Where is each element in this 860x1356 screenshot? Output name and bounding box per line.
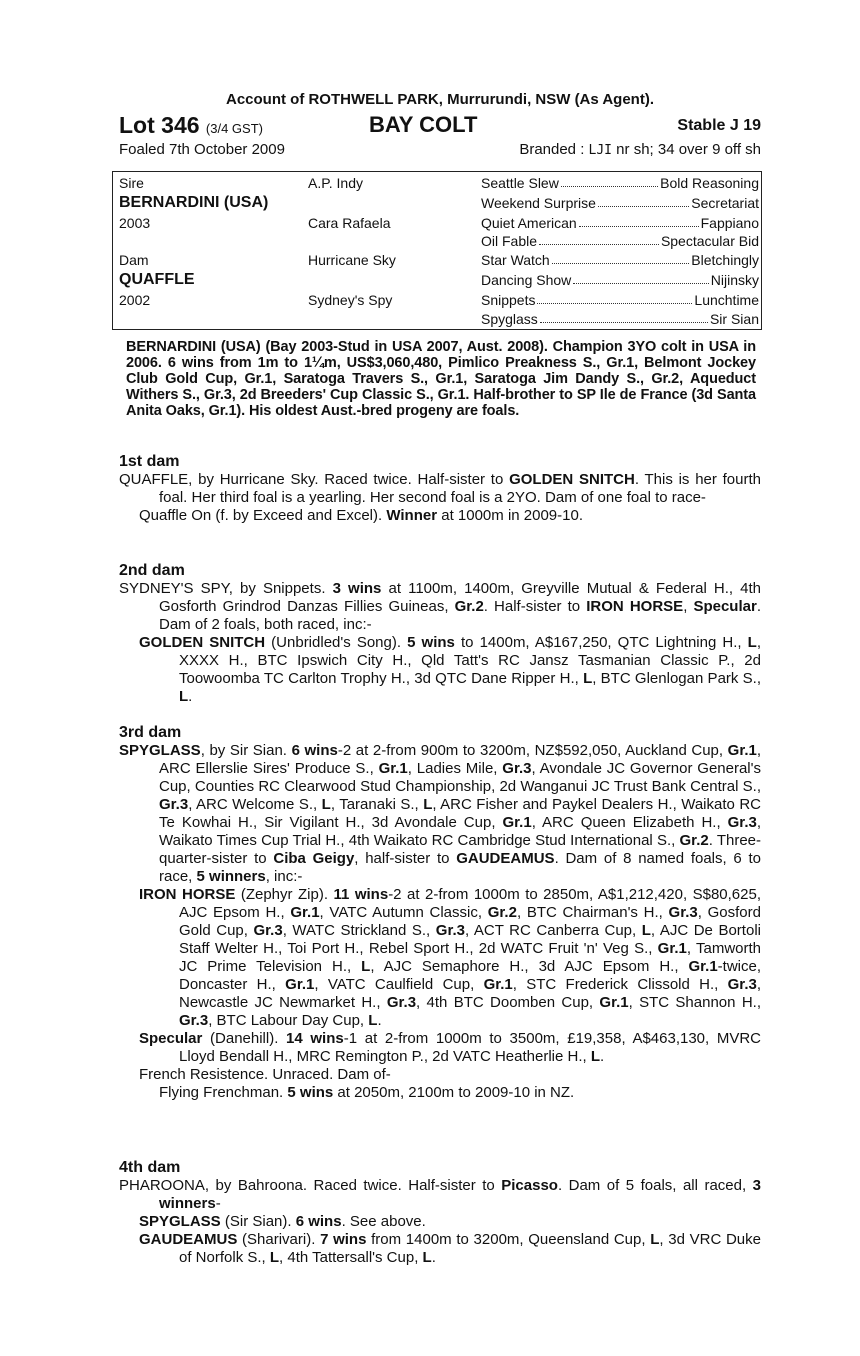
pedigree-g3-row [481, 195, 759, 211]
pedigree-g3-row [481, 272, 759, 288]
dam-paragraph: SYDNEY'S SPY, by Snippets. 3 wins at 1100m, 1400m, Greyville Mutual & Federal H., 4th Gosforth Grindrod Danzas Fillies Guineas, Gr.2. Half-sister to IRON HORSE, Specular. Dam of 2 foals, both raced, inc:- [119, 580, 762, 633]
progeny-entry: GOLDEN SNITCH (Unbridled's Song). 5 wins to 1400m, A$167,250, QTC Lightning H., L, XXXX H., BTC Ipswich City H., Qld Tatt's RC Jansz Tasmanian Classic P., 2d Toowoomba TC Carlton Trophy H., 3d QTC Dane Ripper H., L, BTC Glenlogan Park S., L. [139, 634, 761, 705]
dam-paragraph: QUAFFLE, by Hurricane Sky. Raced twice. Half-sister to GOLDEN SNITCH. This is her fourth foal. Her third foal is a yearling. Her second foal is a 2YO. Dam of one foal to race- [119, 471, 761, 506]
g3-right: Bold Reasoning [660, 175, 759, 191]
fourth-dam-section [119, 1159, 761, 1267]
pedigree-g3-row [481, 233, 759, 249]
g3-left: Spyglass [481, 311, 538, 327]
progeny-entry: Specular (Danehill). 14 wins-1 at 2-from 1000m to 3500m, £19,358, A$463,130, MVRC Lloyd Bendall H., MRC Remington P., 2d VATC Heatherlie H., L. [139, 1030, 761, 1065]
foaled-date: Foaled 7th October 2009 [119, 141, 285, 158]
first-dam-section [119, 453, 761, 525]
g3-right: Nijinsky [710, 272, 759, 288]
vendor-account: Account of ROTHWELL PARK, Murrurundi, NSW (As Agent). [225, 91, 655, 108]
g3-right: Sir Sian [709, 311, 759, 327]
g3-left: Quiet American [481, 215, 577, 231]
sire-year: 2003 [119, 215, 151, 231]
g3-right: Bletchingly [691, 252, 759, 268]
g3-left: Dancing Show [481, 272, 572, 288]
stable-number: Stable J 19 [677, 117, 761, 134]
progeny-entry: IRON HORSE (Zephyr Zip). 11 wins-2 at 2-from 1000m to 2850m, A$1,212,420, S$80,625, AJC Epsom H., Gr.1, VATC Autumn Classic, Gr.2, BTC Chairman's H., Gr.3, Gosford Gold Cup, Gr.3, WATC Strickland S., Gr.3, ACT RC Canberra Cup, L, AJC De Bortoli Staff Welter H., Toi Port H., Rebel Sport H., 2d WATC Fruit 'n' Veg S., Gr.1, Tamworth JC Prime Television H., L, AJC Semaphore H., 3d AJC Epsom H., Gr.1-twice, Doncaster H., Gr.1, VATC Caulfield Cup, Gr.1, STC Frederick Clissold H., Gr.3, Newcastle JC Newmarket H., Gr.3, 4th BTC Doomben Cup, Gr.1, STC Shannon H., Gr.3, BTC Labour Day Cup, L. [139, 886, 762, 1029]
sire-name: BERNARDINI (USA) [119, 194, 269, 211]
sire-sire: A.P. Indy [308, 175, 364, 191]
section-heading: 2nd dam [119, 562, 185, 579]
dam-dam: Sydney's Spy [308, 292, 393, 308]
g3-right: Fappiano [700, 215, 759, 231]
pedigree-table [112, 171, 762, 330]
gst-note: (3/4 GST) [205, 121, 263, 136]
lot-number [119, 112, 263, 139]
pedigree-g3-row [481, 252, 759, 268]
progeny-entry: SPYGLASS (Sir Sian). 6 wins. See above. [139, 1213, 426, 1230]
sire-label: Sire [119, 175, 144, 191]
branded-detail: nr sh; 34 over 9 off sh [612, 141, 761, 158]
horse-description: BAY COLT [369, 112, 478, 137]
dam-sire: Hurricane Sky [308, 252, 396, 268]
dam-label: Dam [119, 252, 149, 268]
lot-label: Lot 346 [119, 112, 200, 138]
g3-right: Spectacular Bid [660, 233, 759, 249]
dam-year: 2002 [119, 292, 151, 308]
third-dam-section [119, 724, 761, 1102]
g3-left: Seattle Slew [481, 175, 559, 191]
sire-dam: Cara Rafaela [308, 215, 391, 231]
progeny-entry: French Resistence. Unraced. Dam of- [139, 1066, 391, 1083]
progeny-entry: GAUDEAMUS (Sharivari). 7 wins from 1400m to 3200m, Queensland Cup, L, 3d VRC Duke of Norfolk S., L, 4th Tattersall's Cup, L. [139, 1231, 761, 1266]
brand-mark: LJI [588, 143, 613, 158]
progeny-entry: Quaffle On (f. by Exceed and Excel). Winner at 1000m in 2009-10. [139, 507, 583, 524]
branded-label: Branded : [519, 141, 589, 158]
section-heading: 3rd dam [119, 724, 182, 741]
pedigree-g3-row [481, 175, 759, 191]
progeny-entry: Flying Frenchman. 5 wins at 2050m, 2100m to 2009-10 in NZ. [159, 1084, 575, 1101]
second-dam-section [119, 562, 761, 706]
pedigree-g3-row [481, 311, 759, 327]
sire-summary: BERNARDINI (USA) (Bay 2003-Stud in USA 2007, Aust. 2008). Champion 3YO colt in USA in 2006. 6 wins from 1m to 1¼m, US$3,060,480, Pimlico Preakness S., Gr.1, Belmont Jockey Club Gold Cup, Gr.1, Saratoga Travers S., Gr.1, Saratoga Jim Dandy S., Gr.2, Aqueduct Withers S., Gr.3, 2d Breeders' Cup Classic S., Gr.1. Half-brother to SP Ile de France (3d Santa Anita Oaks, Gr.1). His oldest Aust.-bred progeny are foals. [126, 339, 756, 419]
section-heading: 4th dam [119, 1159, 181, 1176]
lot-header [119, 112, 761, 140]
branded-info [519, 141, 761, 158]
pedigree-g3-row [481, 292, 759, 308]
dam-paragraph: SPYGLASS, by Sir Sian. 6 wins-2 at 2-from 900m to 3200m, NZ$592,050, Auckland Cup, Gr.1, ARC Ellerslie Sires' Produce S., Gr.1, Ladies Mile, Gr.3, Avondale JC Governor General's Cup, Counties RC Clearwood Stud Championship, 2d Wanganui JC Trust Bank Central S., Gr.3, ARC Welcome S., L, Taranaki S., L, ARC Fisher and Paykel Dealers H., Waikato RC Te Kowhai H., Sir Vigilant H., 3d Avondale Cup, Gr.1, ARC Queen Elizabeth H., Gr.3, Waikato Times Cup Trial H., 4th Waikato RC Cambridge Stud International S., Gr.2. Three-quarter-sister to Ciba Geigy, half-sister to GAUDEAMUS. Dam of 8 named foals, 6 to race, 5 winners, inc:- [119, 742, 762, 885]
dam-paragraph: PHAROONA, by Bahroona. Raced twice. Half-sister to Picasso. Dam of 5 foals, all raced, 3 winners- [119, 1177, 761, 1212]
g3-right: Lunchtime [694, 292, 759, 308]
g3-left: Oil Fable [481, 233, 538, 249]
g3-left: Weekend Surprise [481, 195, 596, 211]
g3-left: Snippets [481, 292, 536, 308]
g3-right: Secretariat [691, 195, 759, 211]
section-heading: 1st dam [119, 453, 180, 470]
pedigree-g3-row [481, 215, 759, 231]
g3-left: Star Watch [481, 252, 550, 268]
dam-name: QUAFFLE [119, 271, 195, 288]
